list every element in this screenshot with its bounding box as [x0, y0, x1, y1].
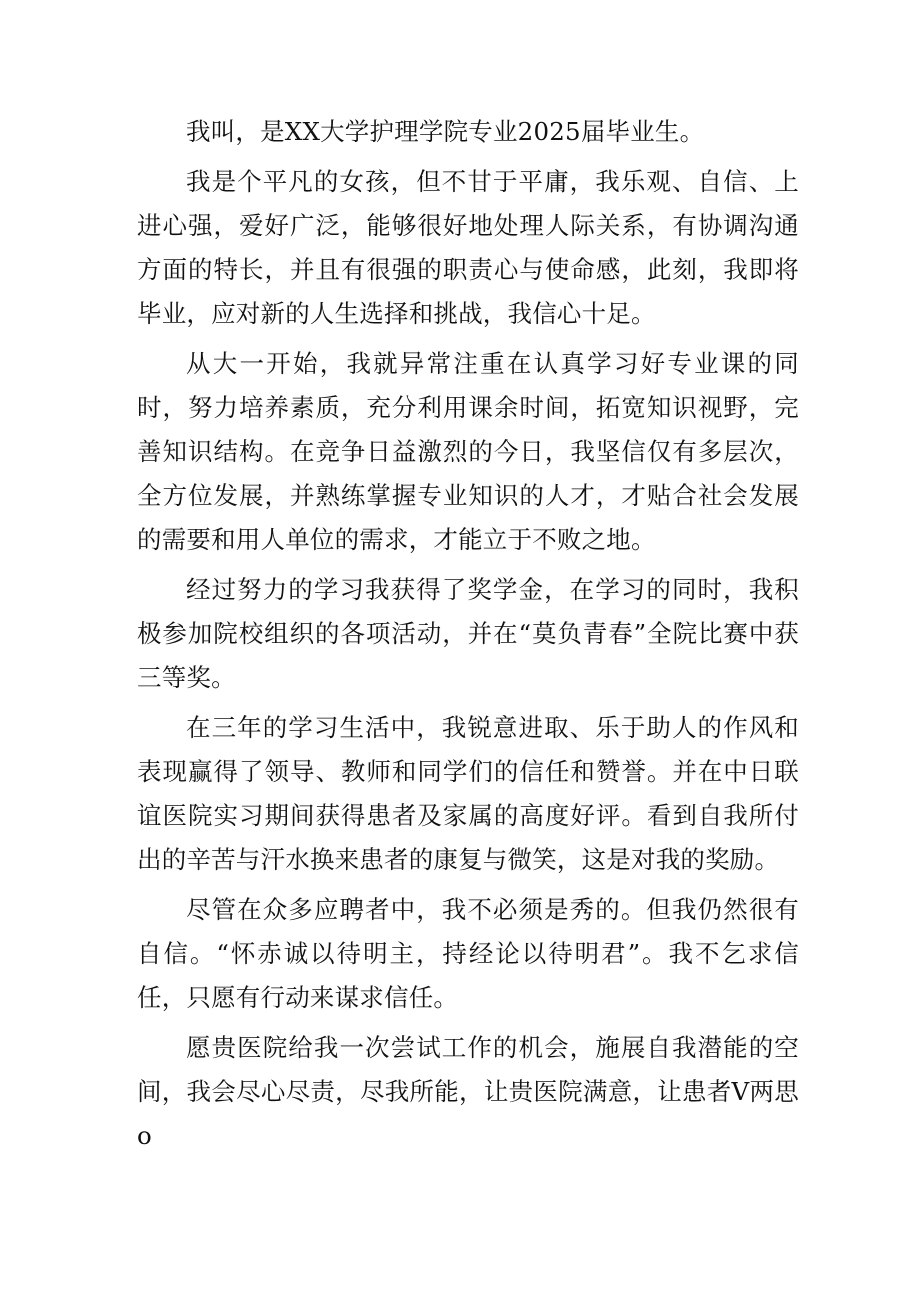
- paragraph-awards: 经过努力的学习我获得了奖学金，在学习的同时，我积极参加院校组织的各项活动，并在“莫负青春”全院比赛中获三等奖。: [137, 575, 799, 692]
- document-body: [137, 110, 799, 1158]
- paragraph-personality: 我是个平凡的女孩，但不甘于平庸，我乐观、自信、上进心强，爱好广泛，能够很好地处理人际关系，有协调沟通方面的特长，并且有很强的职责心与使命感，此刻，我即将毕业，应对新的人生选择和挑战，我信心十足。: [137, 167, 799, 328]
- paragraph-confidence: 尽管在众多应聘者中，我不必须是秀的。但我仍然很有自信。“怀赤诚以待明主，持经论以待明君”。我不乞求信任，只愿有行动来谋求信任。: [137, 895, 799, 1012]
- paragraph-internship: 在三年的学习生活中，我锐意进取、乐于助人的作风和表现赢得了领导、教师和同学们的信任和赞誉。并在中日联谊医院实习期间获得患者及家属的高度好评。看到自我所付出的辛苦与汗水换来患者的康复与微笑，这是对我的奖励。: [137, 713, 799, 874]
- paragraph-request: 愿贵医院给我一次尝试工作的机会，施展自我潜能的空间，我会尽心尽责，尽我所能，让贵医院满意，让患者V两思o: [137, 1033, 799, 1150]
- paragraph-intro: 我叫，是XX大学护理学院专业2025届毕业生。: [186, 117, 705, 146]
- paragraph-study: 从大一开始，我就异常注重在认真学习好专业课的同时，努力培养素质，充分利用课余时间，拓宽知识视野，完善知识结构。在竞争日益激烈的今日，我坚信仅有多层次，全方位发展，并熟练掌握专业知识的人才，才贴合社会发展的需要和用人单位的需求，才能立于不败之地。: [137, 349, 799, 554]
